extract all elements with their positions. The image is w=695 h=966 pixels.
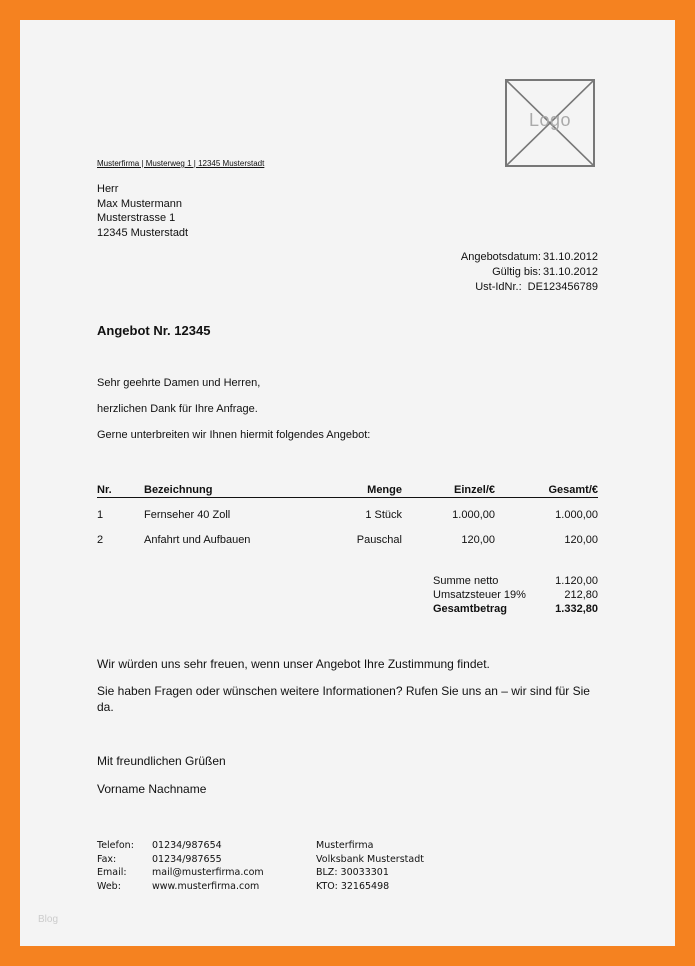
row-nr: 2 <box>97 534 104 546</box>
footer-bank-line: Musterfirma <box>316 840 374 851</box>
regards-text: Mit freundlichen Grüßen <box>97 754 226 768</box>
footer-bank-line: KTO: 32165498 <box>316 880 390 892</box>
signature-name: Vorname Nachname <box>97 782 207 796</box>
total-value: 1.332,80 <box>555 603 598 615</box>
total-row <box>433 603 598 617</box>
greeting-text: Sehr geehrte Damen und Herren, <box>97 377 261 389</box>
logo-placeholder <box>505 79 595 167</box>
row-einzel: 120,00 <box>461 534 495 546</box>
row-gesamt: 1.000,00 <box>555 509 598 521</box>
offer-intro-text: Gerne unterbreiten wir Ihnen hiermit folgendes Angebot: <box>97 429 371 441</box>
row-nr: 1 <box>97 509 104 521</box>
meta-valid-label: Gültig bis: <box>492 266 541 278</box>
netto-value: 1.120,00 <box>555 575 598 587</box>
meta-valid-row <box>400 265 598 280</box>
header-nr: Nr. <box>97 484 112 496</box>
row-gesamt: 120,00 <box>564 534 598 546</box>
footer-contact-label: Fax: <box>97 853 117 865</box>
footer-contact-value: mail@musterfirma.com <box>152 867 264 879</box>
recipient-salutation: Herr <box>97 183 119 195</box>
header-bezeichnung: Bezeichnung <box>144 484 213 496</box>
netto-label: Summe netto <box>433 575 499 587</box>
row-menge: Pauschal <box>356 534 402 546</box>
tax-row <box>433 589 598 603</box>
footer-contact-label: Telefon: <box>97 840 134 851</box>
sender-address-line: Musterfirma | Musterweg 1 | 12345 Musterstadt <box>97 159 265 168</box>
header-gesamt: Gesamt/€ <box>548 484 598 496</box>
row-einzel: 1.000,00 <box>452 509 495 521</box>
footer-contact-row <box>97 866 264 880</box>
footer-contact-value: 01234/987654 <box>152 840 222 851</box>
meta-date-value: 31.10.2012 <box>542 251 598 263</box>
footer-contact-row <box>97 853 264 867</box>
footer-contact-value: www.musterfirma.com <box>152 880 260 892</box>
footer-bank <box>316 839 424 893</box>
offer-title: Angebot Nr. 12345 <box>97 323 211 338</box>
closing-line-2: Sie haben Fragen oder wünschen weitere Informationen? Rufen Sie uns an – wir sind für Sie da. <box>97 684 590 714</box>
offer-meta <box>400 250 598 295</box>
recipient-street: Musterstrasse 1 <box>97 212 176 225</box>
meta-date-row <box>400 250 598 265</box>
meta-date-label: Angebotsdatum: <box>460 251 541 263</box>
recipient-name: Max Mustermann <box>97 197 182 210</box>
logo-text: Logo <box>528 110 572 130</box>
footer-contact-value: 01234/987655 <box>152 853 222 865</box>
footer-contact-label: Web: <box>97 880 121 892</box>
thanks-text: herzlichen Dank für Ihre Anfrage. <box>97 403 258 415</box>
document-page <box>20 20 675 946</box>
meta-ust-row <box>400 280 598 295</box>
table-row <box>97 509 598 523</box>
netto-sum-row <box>433 575 598 589</box>
table-row <box>97 534 598 548</box>
table-header <box>97 484 598 498</box>
meta-valid-value: 31.10.2012 <box>542 266 598 278</box>
meta-ust-label: Ust-IdNr.: <box>475 281 522 293</box>
footer-contact <box>97 839 264 893</box>
footer-bank-line: Volksbank Musterstadt <box>316 853 424 865</box>
footer-bank-line: BLZ: 30033301 <box>316 867 389 879</box>
watermark: Blog <box>38 914 59 925</box>
meta-ust-value: DE123456789 <box>527 281 598 293</box>
total-label: Gesamtbetrag <box>433 603 507 615</box>
closing-line-1: Wir würden uns sehr freuen, wenn unser Angebot Ihre Zustimmung findet. <box>97 657 490 671</box>
recipient-address <box>97 182 188 240</box>
footer-contact-label: Email: <box>97 867 127 879</box>
header-einzel: Einzel/€ <box>454 484 495 496</box>
tax-value: 212,80 <box>564 589 598 601</box>
row-bezeichnung: Anfahrt und Aufbauen <box>144 534 251 546</box>
footer-contact-row <box>97 839 264 853</box>
recipient-city: 12345 Musterstadt <box>97 226 189 239</box>
footer-contact-row <box>97 880 264 894</box>
row-menge: 1 Stück <box>365 509 402 521</box>
row-bezeichnung: Fernseher 40 Zoll <box>144 509 231 521</box>
tax-label: Umsatzsteuer 19% <box>433 589 526 601</box>
header-menge: Menge <box>367 484 402 496</box>
